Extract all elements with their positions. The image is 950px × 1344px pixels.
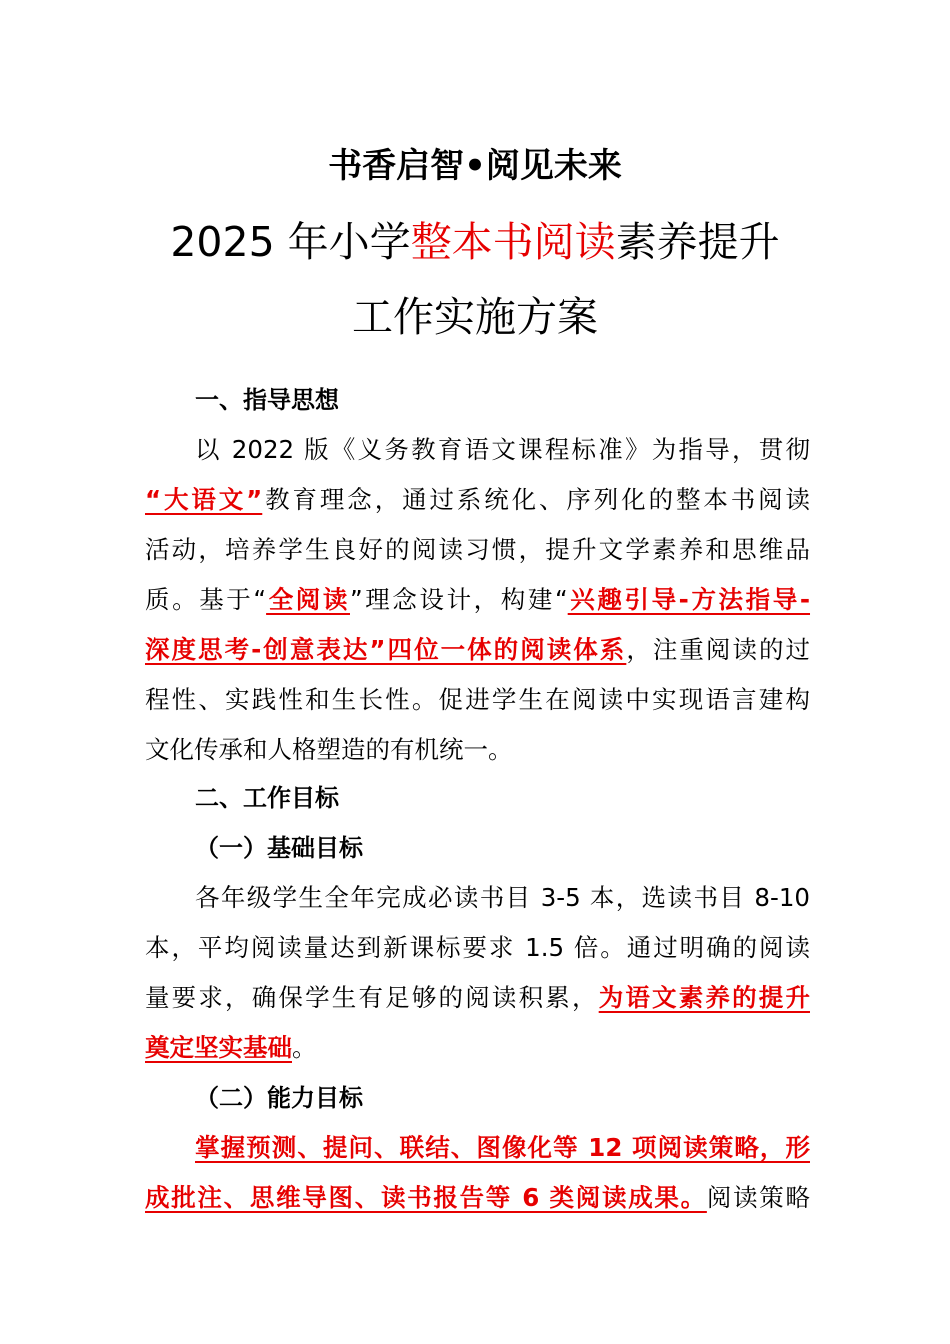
sec2-p1-line4-post: 。	[292, 1033, 317, 1062]
sec1-line7: 文化传承和人格塑造的有机统一。	[145, 735, 513, 764]
hl-system-part2: 深度思考-创意表达”四位一体的阅读体系	[145, 635, 627, 664]
section2-heading: 二、工作目标	[195, 784, 339, 812]
hl-da-yuwen: “大语文”	[145, 485, 263, 514]
section1-heading: 一、指导思想	[195, 386, 339, 414]
sec2-p1-line3-pre: 量要求，确保学生有足够的阅读积累，	[145, 983, 599, 1012]
sec1-line4	[145, 575, 810, 625]
hl-system-part1: 兴趣引导-方法指导-	[567, 585, 811, 614]
sec2-p2-line2-post: 阅读策略	[706, 1183, 811, 1212]
sec1-line4-mid: ”理念设计，构建“	[350, 585, 568, 614]
title-line2-red: 整本书阅读	[410, 218, 616, 266]
sec1-line4-pre: 质。基于“	[145, 585, 267, 614]
sec1-line5	[145, 625, 810, 675]
section2-sub1: （一）基础目标	[195, 834, 363, 862]
hl-strategies-part1: 掌握预测、提问、联结、图像化等 12 项阅读策略，形	[195, 1133, 810, 1162]
sec2-p1-line2: 本，平均阅读量达到新课标要求 1.5 倍。通过明确的阅读	[145, 933, 810, 962]
sec1-line1: 以 2022 版《义务教育语文课程标准》为指导，贯彻	[195, 435, 810, 464]
title-line2-pre: 2025 年小学	[170, 218, 411, 266]
sec2-p1-line1: 各年级学生全年完成必读书目 3-5 本，选读书目 8-10	[195, 883, 810, 912]
hl-strategies-part2: 成批注、思维导图、读书报告等 6 类阅读成果。	[145, 1183, 707, 1212]
sec2-p1-line3	[145, 973, 810, 1023]
title-line2-post: 素养提升	[615, 218, 780, 266]
section2-sub2: （二）能力目标	[195, 1084, 363, 1112]
sec1-line3: 活动，培养学生良好的阅读习惯，提升文学素养和思维品	[145, 535, 810, 564]
sec2-p2-line2	[145, 1173, 810, 1223]
sec1-line2	[145, 475, 810, 525]
doc-title-line3: 工作实施方案	[352, 293, 598, 341]
sec1-line5-post: ，注重阅读的过	[626, 635, 810, 664]
hl-foundation-part1: 为语文素养的提升	[598, 983, 810, 1012]
sec1-line6: 程性、实践性和生长性。促进学生在阅读中实现语言建构	[145, 685, 810, 714]
sec2-p1-line4	[145, 1023, 810, 1073]
doc-title-line1: 书香启智•阅见未来	[328, 146, 622, 186]
sec1-line2-text: 教育理念，通过系统化、序列化的整本书阅读	[262, 485, 810, 514]
hl-quan-yuedu: 全阅读	[266, 585, 350, 614]
hl-foundation-part2: 奠定坚实基础	[145, 1033, 292, 1062]
doc-title-line2	[0, 210, 950, 274]
sec2-p2-line1	[195, 1123, 810, 1173]
